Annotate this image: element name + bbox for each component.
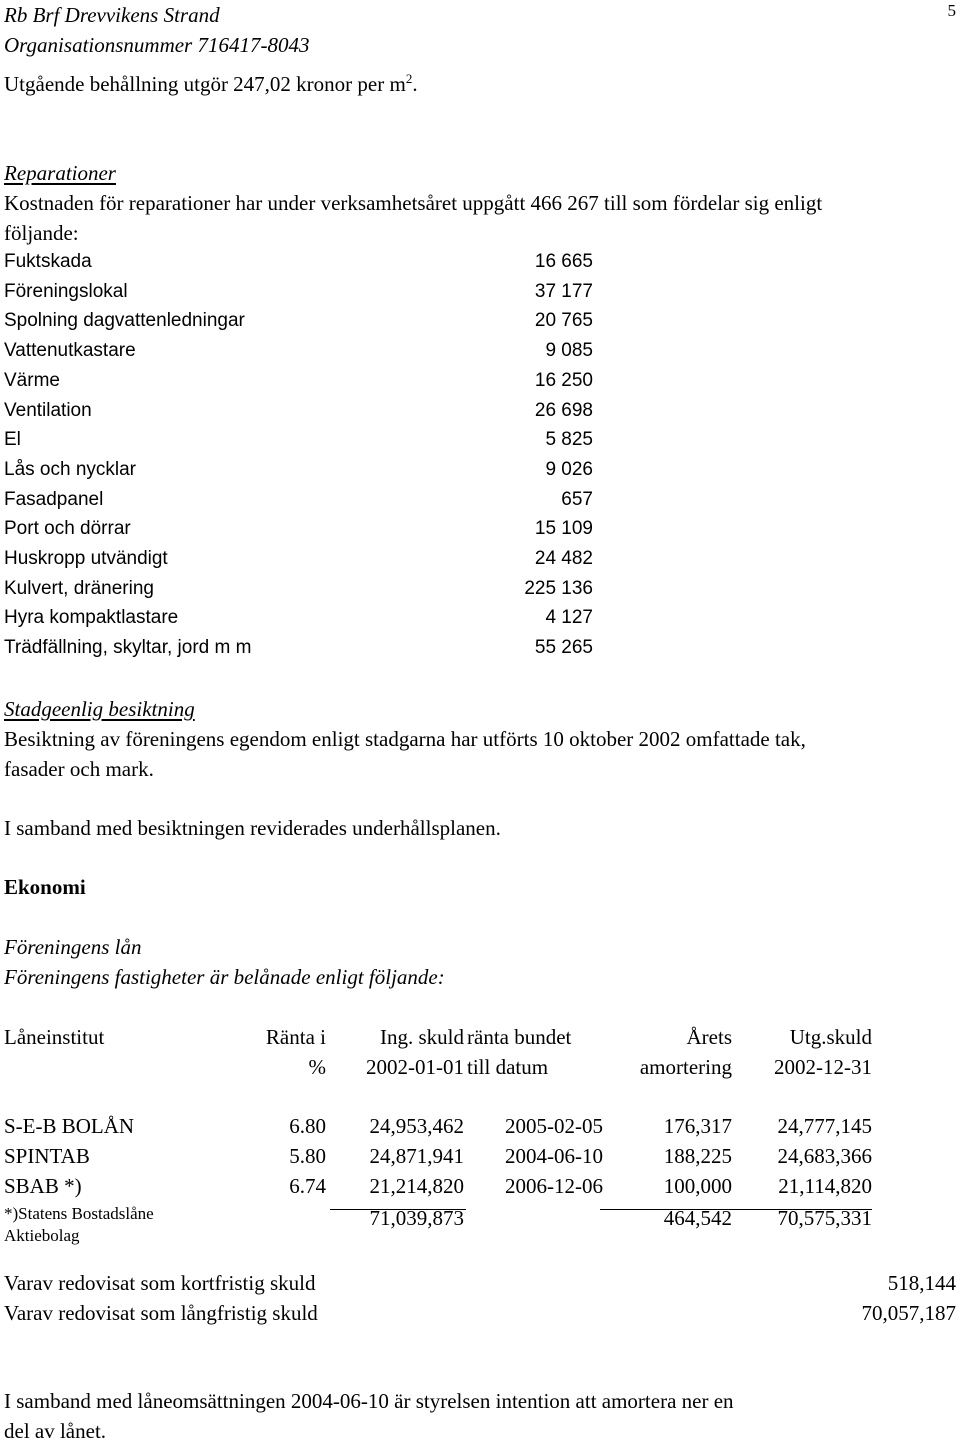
total-closing: 70,575,331 [777, 1206, 872, 1230]
header-amortization: Årets [686, 1025, 732, 1049]
loan-rate: 6.74 [289, 1174, 326, 1198]
repair-item-label: Port och dörrar [4, 518, 131, 539]
repair-item-label: Föreningslokal [4, 281, 128, 302]
repair-item-label: El [4, 429, 21, 450]
header-rate: Ränta i [265, 1025, 326, 1049]
long-term-debt-value: 70,057,187 [861, 1301, 956, 1325]
header-amortization-sub: amortering [639, 1055, 732, 1079]
short-term-debt-label: Varav redovisat som kortfristig skuld [4, 1271, 316, 1295]
repair-item-value: 4 127 [545, 607, 593, 628]
loan-fixed-until: 2005-02-05 [505, 1114, 603, 1138]
loan-lender: SPINTAB [4, 1144, 90, 1168]
loans-subheading: Föreningens fastigheter är belånade enligt följande: [4, 965, 445, 989]
economy-heading: Ekonomi [4, 875, 86, 899]
loan-closing-debt: 21,114,820 [778, 1174, 872, 1198]
intro-main: Utgående behållning utgör 247,02 kronor per m [4, 72, 406, 96]
total-opening: 71,039,873 [369, 1206, 464, 1230]
repair-item-value: 9 085 [545, 340, 593, 361]
repairs-heading: Reparationer [4, 161, 116, 185]
repair-item-value: 9 026 [545, 459, 593, 480]
inspection-line1: Besiktning av föreningens egendom enligt stadgarna har utförts 10 oktober 2002 omfattade tak, [4, 727, 806, 751]
repair-item-value: 26 698 [534, 400, 593, 421]
repair-item-value: 24 482 [534, 548, 593, 569]
page-number: 5 [947, 1, 956, 20]
repair-item-label: Trädfällning, skyltar, jord m m [4, 637, 252, 658]
intro-text [4, 71, 418, 96]
loan-fixed-until: 2006-12-06 [505, 1174, 603, 1198]
footnote-line2: Aktiebolag [4, 1226, 80, 1245]
repair-item-value: 16 665 [534, 251, 593, 272]
loan-closing-debt: 24,683,366 [777, 1144, 872, 1168]
repair-item-value: 5 825 [545, 429, 593, 450]
loan-rate: 5.80 [289, 1144, 326, 1168]
loan-opening-debt: 24,953,462 [369, 1114, 464, 1138]
footnote-line1: *)Statens Bostadslåne [4, 1204, 154, 1223]
repairs-intro-line2: följande: [4, 221, 79, 245]
repair-item-value: 15 109 [534, 518, 593, 539]
repair-item-label: Värme [4, 370, 60, 391]
intro-superscript: 2 [405, 71, 413, 86]
repair-item-value: 37 177 [534, 281, 593, 302]
closing-note-line2: del av lånet. [4, 1419, 107, 1443]
loan-opening-debt: 24,871,941 [369, 1144, 464, 1168]
long-term-debt-label: Varav redovisat som långfristig skuld [4, 1301, 318, 1325]
repair-item-value: 20 765 [534, 310, 593, 331]
repair-item-label: Hyra kompaktlastare [4, 607, 179, 628]
repair-item-label: Fasadpanel [4, 489, 104, 510]
repair-item-value: 16 250 [534, 370, 593, 391]
intro-suffix: . [412, 72, 418, 96]
repair-item-label: Huskropp utvändigt [4, 548, 168, 569]
header-closing: Utg.skuld [789, 1025, 872, 1049]
header-fixed-until: ränta bundet [467, 1025, 572, 1049]
closing-note-line1: I samband med låneomsättningen 2004-06-10 är styrelsen intention att amortera ner en [4, 1389, 734, 1413]
header-opening-date: 2002-01-01 [366, 1055, 464, 1079]
repair-item-value: 225 136 [524, 578, 593, 599]
header-opening: Ing. skuld [380, 1025, 464, 1049]
loan-fixed-until: 2004-06-10 [505, 1144, 603, 1168]
repair-item-label: Kulvert, dränering [4, 578, 154, 599]
organization-number: Organisationsnummer 716417-8043 [4, 33, 310, 57]
total-amortization: 464,542 [663, 1206, 732, 1230]
loan-closing-debt: 24,777,145 [777, 1114, 872, 1138]
loan-rate: 6.80 [289, 1114, 326, 1138]
loan-lender: SBAB *) [4, 1174, 82, 1198]
loan-lender: S-E-B BOLÅN [4, 1114, 135, 1138]
inspection-heading: Stadgeenlig besiktning [4, 697, 195, 721]
repairs-intro-line1: Kostnaden för reparationer har under verksamhetsåret uppgått 466 267 till som fördelar sig enligt [4, 191, 823, 215]
loan-amortization: 188,225 [663, 1144, 732, 1168]
loan-amortization: 176,317 [663, 1114, 732, 1138]
loan-opening-debt: 21,214,820 [369, 1174, 464, 1198]
loans-heading: Föreningens lån [4, 935, 142, 959]
repair-item-value: 657 [561, 489, 593, 510]
header-fixed-until-sub: till datum [467, 1055, 549, 1079]
short-term-debt-value: 518,144 [887, 1271, 956, 1295]
repair-item-label: Ventilation [4, 400, 92, 421]
repair-item-label: Vattenutkastare [4, 340, 136, 361]
repair-item-label: Fuktskada [4, 251, 92, 272]
repair-item-label: Spolning dagvattenledningar [4, 310, 245, 331]
header-closing-date: 2002-12-31 [774, 1055, 872, 1079]
inspection-line2: fasader och mark. [4, 757, 154, 781]
repair-item-label: Lås och nycklar [4, 459, 137, 480]
organization-name: Rb Brf Drevvikens Strand [4, 3, 220, 27]
header-lender: Låneinstitut [4, 1025, 105, 1049]
repair-item-value: 55 265 [534, 637, 593, 658]
inspection-line3: I samband med besiktningen reviderades underhållsplanen. [4, 816, 501, 840]
loan-amortization: 100,000 [663, 1174, 732, 1198]
header-rate-unit: % [308, 1055, 326, 1079]
